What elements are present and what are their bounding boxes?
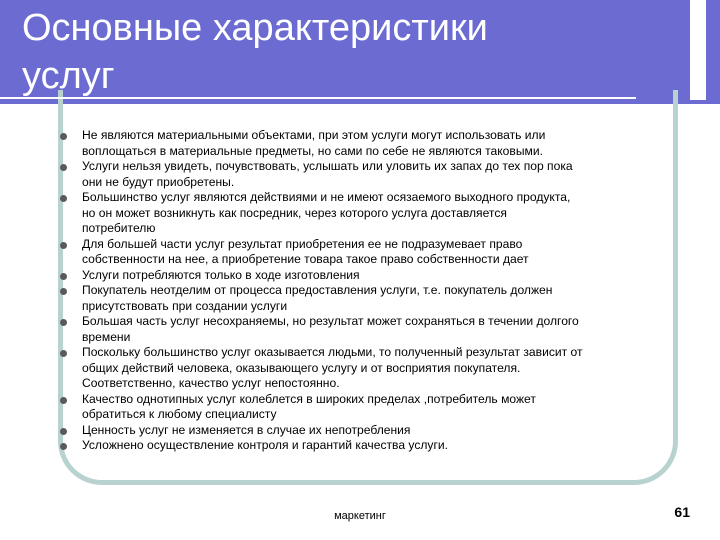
bullet-item-line: обратиться к любому специалисту <box>82 407 277 421</box>
bullet-dot-icon <box>60 273 67 280</box>
page-number: 61 <box>674 504 690 520</box>
bullet-dot-icon <box>60 242 67 249</box>
slide-title-line2: услуг <box>22 55 115 97</box>
bullet-item <box>58 423 698 439</box>
bullet-dot-icon <box>60 428 67 435</box>
bullet-item-line: Услуги нельзя увидеть, почувствовать, услышать или уловить их запах до тех пор пока <box>82 159 573 173</box>
bullet-item <box>58 345 698 392</box>
bullet-item <box>58 237 698 268</box>
bullet-dot-icon <box>60 164 67 171</box>
bullet-item-line: Соответственно, качество услуг непостоянно. <box>82 376 340 390</box>
bullet-item-line: Большинство услуг являются действиями и не имеют осязаемого выходного продукта, <box>82 190 571 204</box>
title-band-edge-stripe <box>706 0 720 104</box>
bullet-item <box>58 314 698 345</box>
slide-title <box>22 4 662 100</box>
bullet-dot-icon <box>60 319 67 326</box>
bullet-item <box>58 128 698 159</box>
bullet-item-line: Качество однотипных услуг колеблется в широких пределах ,потребитель может <box>82 391 536 406</box>
bullet-item-line: Не являются материальными объектами, при этом услуги могут использовать или <box>82 128 546 142</box>
bullet-item <box>58 283 698 314</box>
bullet-item-line: времени <box>82 329 131 344</box>
slide-title-line1: Основные характеристики <box>22 7 488 49</box>
bullet-item <box>58 159 698 190</box>
bullet-dot-icon <box>60 397 67 404</box>
bullet-item-line: Покупатель неотделим от процесса предоставления услуги, т.е. покупатель должен <box>82 283 553 297</box>
bullet-item-line: присутствовать при создании услуги <box>82 298 288 313</box>
bullet-dot-icon <box>60 195 67 202</box>
bullet-item-line: Для большей части услуг результат приобретения ее не подразумевает право <box>82 236 523 251</box>
bullet-dot-icon <box>60 133 67 140</box>
bullet-item-line: но он может возникнуть как посредник, через которого услуга доставляется <box>82 205 507 220</box>
bullet-item-line: Услуги потребляются только в ходе изготовления <box>82 267 360 282</box>
bullet-item <box>58 268 698 284</box>
title-underline <box>0 97 636 99</box>
bullet-dot-icon <box>60 443 67 450</box>
bullet-item-line: собственности на нее, а приобретение товара такое право собственности дает <box>82 252 529 266</box>
bullet-dot-icon <box>60 350 67 357</box>
bullet-item-line: Большая часть услуг несохраняемы, но результат может сохраняться в течении долгого <box>82 314 579 328</box>
bullet-item <box>58 438 698 454</box>
bullet-item <box>58 190 698 237</box>
bullet-list <box>58 128 698 454</box>
bullet-item-line: они не будут приобретены. <box>82 174 235 189</box>
bullet-item-line: воплощаться в материальные предметы, но сами по себе не являются таковыми. <box>82 143 543 158</box>
bullet-item <box>58 392 698 423</box>
bullet-item-line: Ценность услуг не изменяется в случае их непотребления <box>82 422 411 437</box>
bullet-item-line: общих действий человека, оказывающего услугу и от восприятия покупателя. <box>82 360 521 375</box>
bullet-item-line: потребителю <box>82 221 156 235</box>
bullet-item-line: Поскольку большинство услуг оказывается людьми, то полученный результат зависит от <box>82 345 583 359</box>
bullet-dot-icon <box>60 288 67 295</box>
bullet-item-line: Усложнено осуществление контроля и гарантий качества услуги. <box>82 438 449 452</box>
footer-label: маркетинг <box>334 510 386 522</box>
